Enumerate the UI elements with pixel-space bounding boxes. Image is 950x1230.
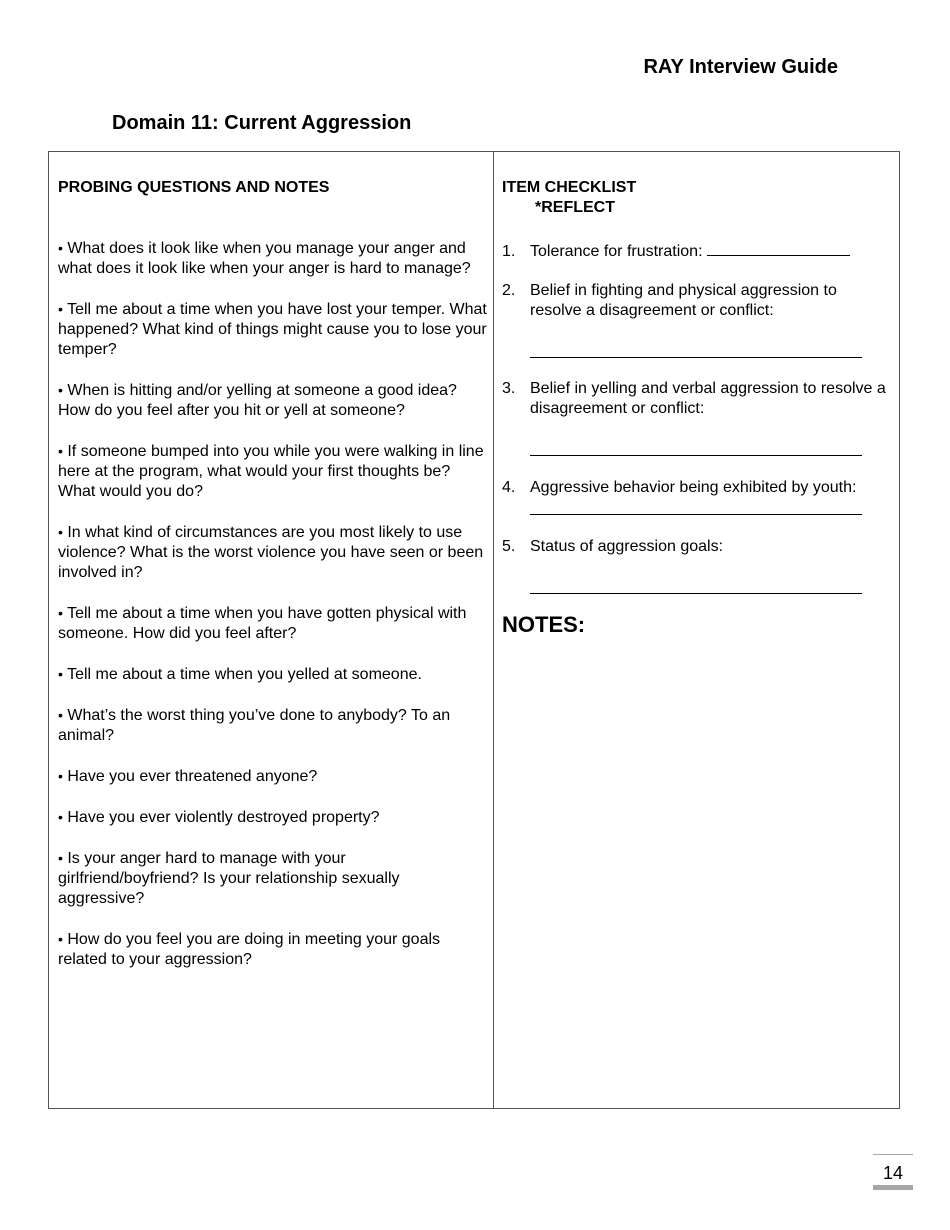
- question-item: • Tell me about a time when you have gotten physical with someone. How did you feel after?: [58, 605, 467, 642]
- answer-blank-line[interactable]: [530, 357, 862, 358]
- bullet-icon: •: [58, 809, 63, 825]
- checklist-item-number: 3.: [502, 380, 516, 397]
- question-item: • How do you feel you are doing in meeting your goals related to your aggression?: [58, 931, 441, 968]
- checklist-item-text: Status of aggression goals:: [530, 538, 724, 555]
- bullet-icon: •: [58, 240, 63, 256]
- question-item: • When is hitting and/or yelling at someone a good idea? How do you feel after you hit or yell at someone?: [58, 382, 457, 419]
- answer-blank-line[interactable]: [530, 593, 862, 594]
- bullet-icon: •: [58, 768, 63, 784]
- page-number: 14: [882, 1163, 904, 1183]
- column-divider: [493, 152, 494, 1108]
- checklist-item-number: 1.: [502, 243, 516, 260]
- question-item: • What does it look like when you manage your anger and what does it look like when your anger is hard to manage?: [58, 240, 471, 277]
- page-number-box: [873, 1154, 913, 1190]
- checklist-item-aggressive-behavior: [502, 478, 892, 498]
- checklist-item-text: Belief in yelling and verbal aggression to resolve a disagreement or conflict:: [530, 380, 886, 417]
- question-item: • Have you ever threatened anyone?: [58, 768, 318, 785]
- bullet-icon: •: [58, 707, 63, 723]
- question-item: • What’s the worst thing you’ve done to anybody? To an animal?: [58, 707, 451, 744]
- bullet-icon: •: [58, 443, 63, 459]
- answer-blank-line[interactable]: [530, 455, 862, 456]
- probing-questions-column: [58, 178, 488, 990]
- bullet-icon: •: [58, 850, 63, 866]
- answer-blank-line[interactable]: [707, 255, 850, 256]
- question-item: • If someone bumped into you while you were walking in line here at the program, what would your first thoughts be? What would you do?: [58, 443, 484, 500]
- bullet-icon: •: [58, 605, 63, 621]
- question-item: • Is your anger hard to manage with your girlfriend/boyfriend? Is your relationship sexually aggressive?: [58, 850, 400, 907]
- bullet-icon: •: [58, 382, 63, 398]
- notes-label: NOTES:: [502, 612, 586, 637]
- checklist-item-text: Aggressive behavior being exhibited by youth:: [530, 479, 857, 496]
- domain-title: Domain 11: Current Aggression: [112, 112, 412, 134]
- checklist-item-number: 4.: [502, 479, 516, 496]
- checklist-item-text: Belief in fighting and physical aggression to resolve a disagreement or conflict:: [530, 282, 837, 319]
- item-checklist-column: [502, 178, 892, 637]
- checklist-item-number: 2.: [502, 282, 516, 299]
- probing-questions-heading: PROBING QUESTIONS AND NOTES: [58, 179, 330, 196]
- question-item: • In what kind of circumstances are you most likely to use violence? What is the worst violence you have seen or been involved in?: [58, 524, 484, 581]
- page-number-bar: [873, 1185, 913, 1190]
- checklist-item-text: Tolerance for frustration:: [530, 243, 703, 260]
- interview-table: [48, 151, 900, 1109]
- guide-title: RAY Interview Guide: [643, 56, 838, 78]
- checklist-item-physical-aggression: [502, 281, 892, 321]
- bullet-icon: •: [58, 666, 63, 682]
- bullet-icon: •: [58, 524, 63, 540]
- answer-blank-line[interactable]: [530, 514, 862, 515]
- checklist-item-verbal-aggression: [502, 379, 892, 419]
- checklist-item-frustration: [502, 242, 892, 262]
- checklist-item-aggression-goals: [502, 537, 892, 557]
- question-item: • Tell me about a time when you yelled at someone.: [58, 666, 422, 683]
- bullet-icon: •: [58, 931, 63, 947]
- checklist-item-number: 5.: [502, 538, 516, 555]
- question-item: • Have you ever violently destroyed property?: [58, 809, 380, 826]
- item-checklist-heading: ITEM CHECKLIST: [502, 179, 637, 196]
- question-item: • Tell me about a time when you have lost your temper. What happened? What kind of things might cause you to lose your temper?: [58, 301, 487, 358]
- reflect-subheading: *REFLECT: [535, 199, 615, 216]
- bullet-icon: •: [58, 301, 63, 317]
